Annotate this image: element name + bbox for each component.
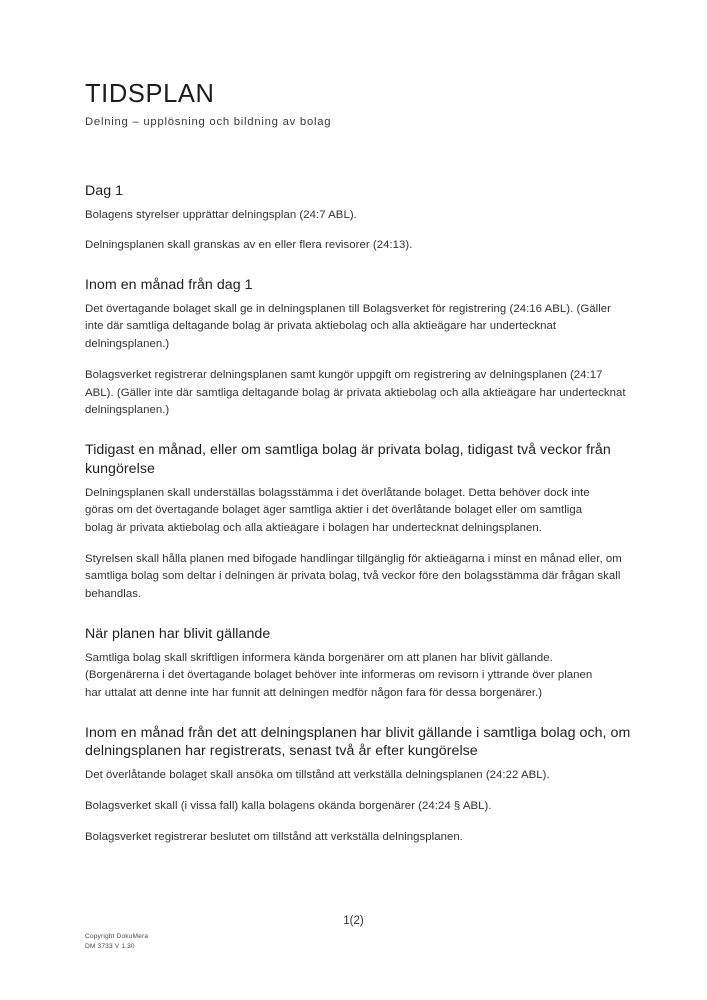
section-paragraph: Delningsplanen skall granskas av en eller flera revisorer (24:13).: [85, 239, 413, 252]
section-paragraph: Bolagsverket skall (i vissa fall) kalla bolagens okända borgenärer (24:24 § ABL).: [85, 799, 492, 812]
document-body: [85, 80, 631, 846]
section-heading: Dag 1: [85, 182, 124, 199]
section-paragraph: Samtliga bolag skall skriftligen informera kända borgenärer om att planen har blivit gällande. (Borgenärerna i det övertagande bolaget behöver inte informeras om revisorn i yttrande över planen har uttalat att denne inte har funnit att delningen medför någon fara för dessa borgenärer.): [85, 651, 593, 699]
section-paragraph: Bolagsverket registrerar beslutet om tillstånd att verkställa delningsplanen.: [85, 830, 463, 843]
section-paragraph: Bolagens styrelser upprättar delningsplan (24:7 ABL).: [85, 208, 357, 221]
footer-copyright: Copyright DokuMera: [85, 933, 149, 940]
section-heading: Inom en månad från dag 1: [85, 276, 253, 293]
section-inom-en-manad-fran-det-att: [85, 724, 631, 847]
section-paragraph: Delningsplanen skall underställas bolagsstämma i det överlåtande bolaget. Detta behöver dock inte göras om det övertagande bolaget äger samtliga aktier i det överlåtande bolaget eller om samtliga bolag är privata aktiebolag och alla aktieägare i bolagen har undertecknat delningsplanen.: [85, 486, 590, 534]
section-paragraph: Bolagsverket registrerar delningsplanen samt kungör uppgift om registrering av delningsplanen (24:17 ABL). (Gäller inte där samtliga deltagande bolag är privata aktiebolag och alla aktieägare har undertecknat delningsplanen.): [85, 368, 626, 417]
section-paragraph: Det övertagande bolaget skall ge in delningsplanen till Bolagsverket för registrering (24:16 ABL). (Gäller inte där samtliga deltagande bolag är privata aktiebolag och alla aktieägare har undertecknat delningsplanen.): [85, 302, 611, 351]
page-subtitle: Delning – upplösning och bildning av bolag: [85, 116, 332, 129]
section-paragraph: Det överlåtande bolaget skall ansöka om tillstånd att verkställa delningsplanen (24:22 ABL).: [85, 769, 550, 782]
page-title: TIDSPLAN: [85, 80, 215, 108]
page-number: 1(2): [343, 915, 364, 927]
section-heading: Tidigast en månad, eller om samtliga bolag är privata bolag, tidigast två veckor från kungörelse: [85, 441, 611, 477]
footer: [85, 932, 148, 952]
section-heading: När planen har blivit gällande: [85, 625, 271, 642]
section-dag-1: [85, 182, 627, 255]
section-heading: Inom en månad från det att delningsplanen har blivit gällande i samtliga bolag och, om delningsplanen har registrerats, senast två år efter kungörelse: [85, 724, 631, 760]
section-tidigast-en-manad: [85, 441, 627, 604]
section-inom-en-manad-fran-dag-1: [85, 276, 627, 420]
section-nar-planen-har-blivit-gallande: [85, 625, 627, 703]
footer-document-id: DM 3733 V 1.30: [85, 943, 135, 951]
section-paragraph: Styrelsen skall hålla planen med bifogade handlingar tillgänglig för aktieägarna i minst en månad eller, om samtliga bolag som deltar i delningen är privata bolag, två veckor före den bolagsstämma där frågan skall behandlas.: [85, 552, 622, 600]
